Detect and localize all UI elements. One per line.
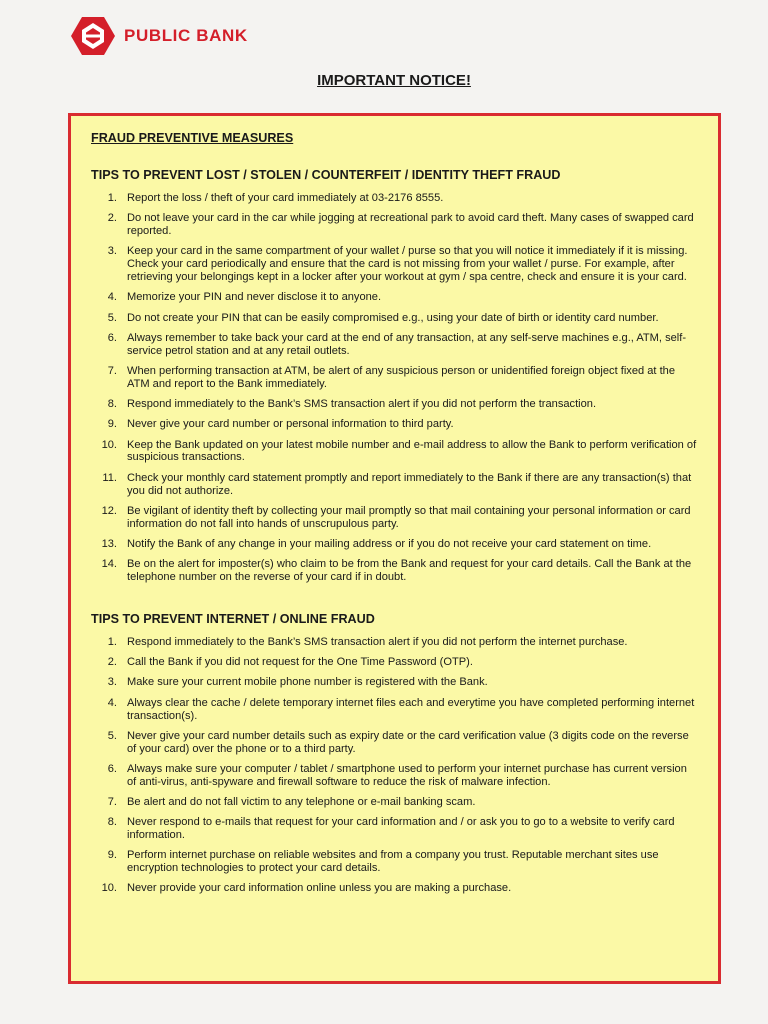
item-number: 14.: [101, 558, 117, 571]
section-heading-online-fraud: TIPS TO PREVENT INTERNET / ONLINE FRAUD: [91, 611, 375, 626]
item-text: Check your monthly card statement promptly and report immediately to the Bank if there are any transaction(s) that you did not authorize.: [127, 471, 692, 497]
notice-title: IMPORTANT NOTICE!: [317, 72, 471, 89]
item-number: 4.: [107, 696, 117, 709]
item-number: 10.: [101, 882, 117, 895]
item-text: Always make sure your computer / tablet / smartphone used to perform your internet purchase has current version of anti-virus, anti-spyware and firewall software to reduce the risk of malware infection.: [127, 762, 687, 788]
item-number: 9.: [107, 849, 117, 862]
list-item: [91, 636, 699, 649]
item-text: Call the Bank if you did not request for the One Time Password (OTP).: [127, 656, 473, 669]
item-text: Always clear the cache / delete temporary internet files each and everytime you have completed performing internet transaction(s).: [127, 696, 695, 722]
item-number: 6.: [107, 331, 117, 344]
list-item: [91, 192, 699, 205]
item-text: Do not leave your card in the car while jogging at recreational park to avoid card theft. Many cases of swapped card reported.: [127, 212, 694, 238]
item-number: 8.: [107, 816, 117, 829]
item-text: Be on the alert for imposter(s) who claim to be from the Bank and request for your card details. Call the Bank at the telephone number on the reverse of your card if in doubt.: [127, 558, 692, 584]
list-item: [91, 558, 699, 584]
item-number: 4.: [107, 291, 117, 304]
item-number: 5.: [107, 729, 117, 742]
item-text: Never give your card number details such as expiry date or the card verification value (3 digits code on the reverse of your card) over the phone or to a third party.: [127, 729, 689, 755]
item-text: Perform internet purchase on reliable websites and from a company you trust. Reputable merchant sites use encryption technologies to protect your card details.: [127, 849, 659, 875]
identity-theft-tips-list: [91, 192, 699, 584]
item-text: Notify the Bank of any change in your mailing address or if you do not receive your card statement on time.: [127, 537, 652, 550]
item-text: Report the loss / theft of your card immediately at 03-2176 8555.: [127, 192, 444, 204]
item-number: 12.: [101, 504, 117, 517]
item-number: 1.: [107, 192, 117, 204]
list-item: [91, 505, 699, 531]
item-text: Keep the Bank updated on your latest mobile number and e-mail address to allow the Bank to perform verification of suspicious transactions.: [127, 438, 697, 464]
list-item: [91, 697, 699, 723]
list-item: [91, 245, 699, 283]
public-bank-logo-icon: [70, 16, 116, 56]
item-text: Always remember to take back your card at the end of any transaction, at any self-serve machines e.g., ATM, self-service petrol station and at any retail outlets.: [127, 331, 687, 357]
list-item: [91, 796, 699, 809]
item-number: 11.: [102, 471, 117, 484]
item-number: 6.: [107, 762, 117, 775]
item-text: Do not create your PIN that can be easily compromised e.g., using your date of birth or identity card number.: [127, 311, 659, 324]
list-item: [91, 816, 699, 842]
list-item: [91, 365, 699, 391]
item-text: Never respond to e-mails that request for your card information and / or ask you to go to a website to verify card information.: [127, 816, 675, 842]
item-text: Make sure your current mobile phone number is registered with the Bank.: [127, 676, 488, 689]
item-number: 5.: [107, 311, 117, 324]
list-item: [91, 882, 699, 895]
item-number: 3.: [107, 676, 117, 689]
section-heading-identity-theft: TIPS TO PREVENT LOST / STOLEN / COUNTERFEIT / IDENTITY THEFT FRAUD: [91, 168, 561, 182]
page-header: [70, 16, 248, 56]
online-fraud-tips-list: [91, 636, 699, 895]
list-item: [91, 212, 699, 238]
list-item: [91, 538, 699, 551]
fraud-notice-panel: [68, 113, 721, 984]
list-item: [91, 472, 699, 498]
brand-name: PUBLIC BANK: [124, 26, 248, 45]
list-item: [91, 439, 699, 465]
item-text: Be vigilant of identity theft by collecting your mail promptly so that mail containing your personal information or card information do not fall into hands of unscrupulous party.: [127, 504, 691, 530]
item-number: 7.: [107, 364, 117, 377]
item-text: Never provide your card information online unless you are making a purchase.: [127, 882, 512, 895]
list-item: [91, 332, 699, 358]
list-item: [91, 398, 699, 411]
list-item: [91, 418, 699, 431]
item-text: Be alert and do not fall victim to any telephone or e-mail banking scam.: [127, 796, 476, 808]
list-item: [91, 849, 699, 875]
item-text: Keep your card in the same compartment of your wallet / purse so that you will notice it immediately if it is missing. Check your card periodically and ensure that the card is not missing from your wallet / purse. For example, after retrieving your belongings kept in a locker after your workout at gym / spa centre, check and ensure it is your card.: [127, 245, 688, 283]
item-text: Respond immediately to the Bank’s SMS transaction alert if you did not perform the transaction.: [127, 398, 597, 411]
list-item: [91, 312, 699, 325]
list-item: [91, 656, 699, 669]
panel-heading: FRAUD PREVENTIVE MEASURES: [91, 131, 294, 145]
item-number: 8.: [107, 398, 117, 411]
list-item: [91, 291, 699, 304]
item-text: When performing transaction at ATM, be alert of any suspicious person or unidentified foreign object fixed at the ATM and report to the Bank immediately.: [127, 364, 676, 390]
item-text: Never give your card number or personal information to third party.: [127, 418, 454, 431]
item-text: Memorize your PIN and never disclose it to anyone.: [127, 291, 382, 304]
item-text: Respond immediately to the Bank’s SMS transaction alert if you did not perform the internet purchase.: [127, 635, 628, 648]
item-number: 2.: [107, 212, 117, 225]
list-item: [91, 730, 699, 756]
item-number: 1.: [107, 635, 117, 648]
item-number: 2.: [107, 656, 117, 669]
item-number: 3.: [107, 245, 117, 258]
item-number: 7.: [107, 796, 117, 808]
list-item: [91, 676, 699, 689]
item-number: 13.: [101, 537, 117, 550]
item-number: 9.: [107, 418, 117, 431]
list-item: [91, 763, 699, 789]
item-number: 10.: [101, 438, 117, 451]
